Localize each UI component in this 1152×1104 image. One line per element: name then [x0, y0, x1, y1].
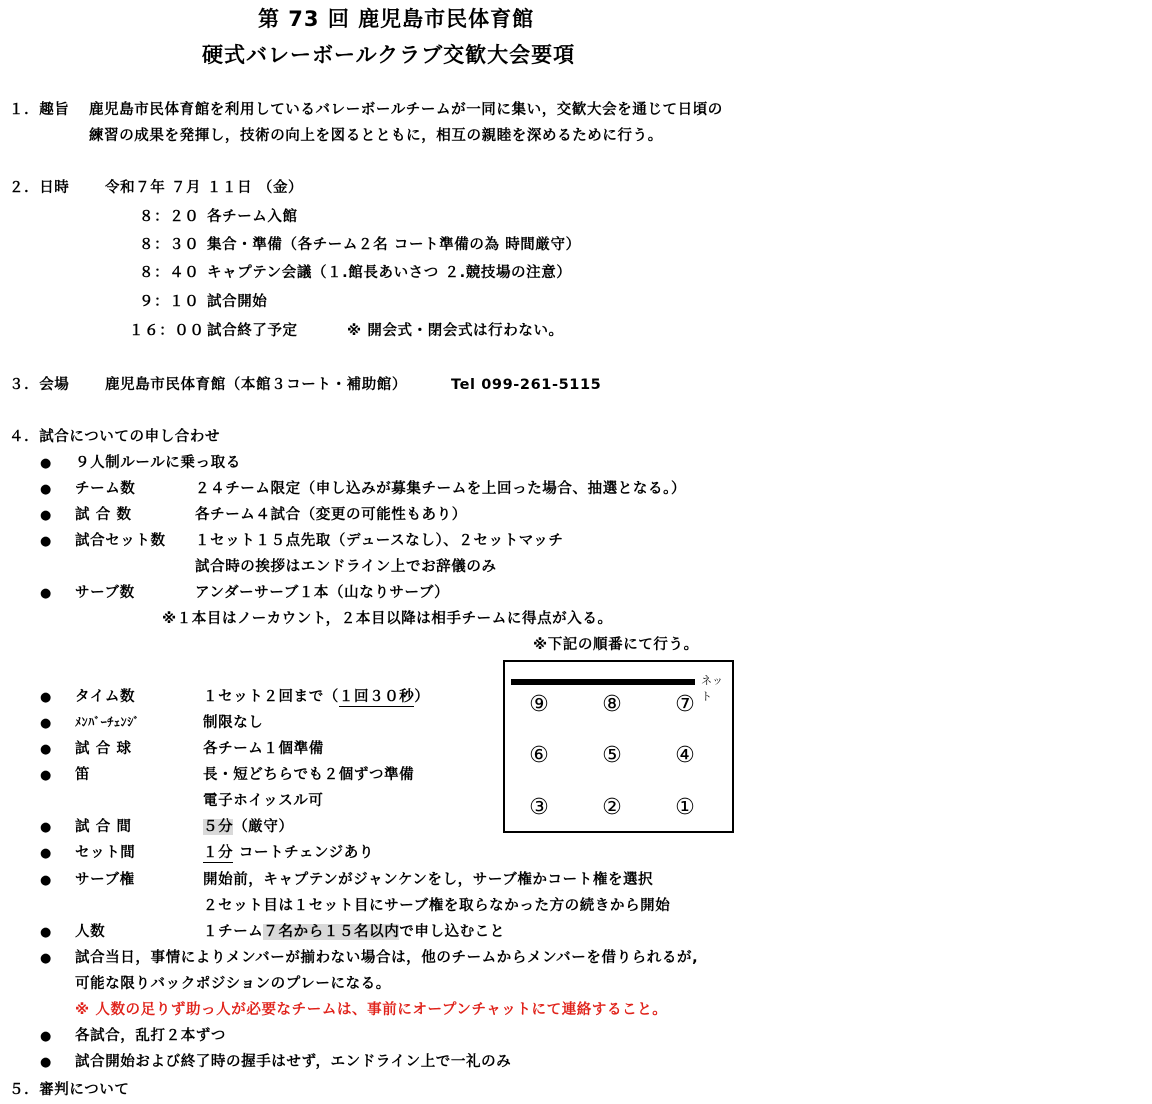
- schedule-time: １６：００: [129, 323, 205, 339]
- bullet: ●: [40, 1029, 52, 1044]
- member-change-value: 制限なし: [203, 715, 264, 731]
- between-value: [203, 820, 294, 835]
- whistle-label: 笛: [75, 767, 91, 783]
- timeout-label: タイム数: [75, 689, 136, 705]
- section3-heading: ３．会場: [9, 377, 70, 393]
- net-line: [511, 679, 695, 685]
- schedule-time: ８：４０: [139, 265, 200, 281]
- serveright-value-2: ２セット目は１セット目にサーブ権を取らなかった方の続きから開始: [203, 898, 671, 914]
- practice-rule: 各試合，乱打２本ずつ: [75, 1028, 226, 1044]
- between-label: 試 合 間: [75, 819, 132, 835]
- bullet: ●: [40, 846, 52, 861]
- people-range: ７名から１５名以内: [263, 924, 400, 940]
- dayof-line2: 可能な限りバックポジションのプレーになる。: [75, 976, 391, 992]
- order-note: ※下記の順番にて行う。: [533, 637, 699, 653]
- member-change-label: ﾒﾝﾊﾞｰﾁｪﾝｼﾞ: [75, 715, 140, 729]
- between-duration: ５分: [203, 819, 234, 835]
- title-line1: 第 73 回 鹿児島市民体育館: [258, 7, 535, 31]
- position-marker: ⑧: [602, 692, 622, 717]
- people-post: で申し込むこと: [399, 924, 506, 940]
- schedule-desc: キャプテン会議（１.館長あいさつ ２.競技場の注意）: [207, 265, 572, 281]
- matches-value: 各チーム４試合（変更の可能性もあり）: [195, 507, 467, 523]
- position-marker: ⑥: [529, 743, 549, 768]
- bullet: ●: [40, 742, 52, 757]
- dayof-line1: 試合当日，事情によりメンバーが揃わない場合は，他のチームからメンバーを借りられるが,: [75, 950, 699, 966]
- bullet: ●: [40, 508, 52, 523]
- between-post: （厳守）: [233, 819, 294, 835]
- ceremony-note: ※ 開会式・閉会式は行わない。: [347, 323, 564, 339]
- bullet: ●: [40, 768, 52, 783]
- ball-value: 各チーム１個準備: [203, 741, 324, 757]
- position-marker: ⑨: [529, 692, 549, 717]
- schedule-time: ８：３０: [139, 237, 200, 253]
- people-value: [203, 925, 505, 940]
- bullet: ●: [40, 586, 52, 601]
- rule-9man: ９人制ルールに乗っ取る: [75, 455, 241, 471]
- serve-note: ※１本目はノーカウント，２本目以降は相手チームに得点が入る。: [162, 611, 613, 627]
- timeout-pre: １セット２回まで（: [203, 689, 339, 705]
- court-diagram: [503, 660, 734, 833]
- position-marker: ⑦: [675, 692, 695, 717]
- section2-heading: ２．日時: [9, 180, 70, 196]
- bullet: ●: [40, 925, 52, 940]
- position-marker: ②: [602, 795, 622, 820]
- section1-heading: １．趣旨: [9, 102, 70, 118]
- serve-value: アンダーサーブ１本（山なりサーブ）: [195, 585, 450, 601]
- timeout-duration: １回３０秒: [338, 689, 415, 705]
- sets-value: １セット１５点先取（デュースなし）、２セットマッチ: [195, 533, 564, 549]
- people-pre: １チーム: [203, 924, 264, 940]
- section1-line1: 鹿児島市民体育館を利用しているバレーボールチームが一同に集い，交歓大会を通じて日頃の: [89, 102, 723, 118]
- timeout-post: ）: [414, 689, 430, 705]
- section1-line2: 練習の成果を発揮し，技術の向上を図るとともに，相互の親睦を深めるために行う。: [89, 128, 663, 144]
- bullet: ●: [40, 716, 52, 731]
- setbreak-label: セット間: [75, 845, 136, 861]
- bullet: ●: [40, 482, 52, 497]
- schedule-desc: 集合・準備（各チーム２名 コート準備の為 時間厳守）: [207, 237, 581, 253]
- handshake-rule: 試合開始および終了時の握手はせず，エンドライン上で一礼のみ: [75, 1054, 512, 1070]
- schedule-time: ８：２０: [139, 209, 200, 225]
- timeout-value: [203, 690, 430, 705]
- venue-tel: Tel 099-261-5115: [451, 377, 602, 393]
- red-note: ※ 人数の足りず助っ人が必要なチームは、事前にオープンチャットにて連絡すること。: [75, 1002, 668, 1018]
- schedule-time: ９：１０: [139, 294, 200, 310]
- sets-value-2: 試合時の挨拶はエンドライン上でお辞儀のみ: [195, 559, 497, 575]
- bullet: ●: [40, 873, 52, 888]
- venue: 鹿児島市民体育館（本館３コート・補助館）: [105, 377, 407, 393]
- schedule-desc: 試合終了予定: [207, 323, 298, 339]
- title-line2: 硬式バレーボールクラブ交歓大会要項: [202, 43, 576, 67]
- setbreak-post: コートチェンジあり: [233, 845, 374, 861]
- bullet: ●: [40, 456, 52, 471]
- whistle-value-2: 電子ホイッスル可: [203, 793, 324, 809]
- schedule-desc: 各チーム入館: [207, 209, 298, 225]
- people-label: 人数: [75, 924, 106, 940]
- serveright-label: サーブ権: [75, 872, 135, 888]
- section4-heading: ４．試合についての申し合わせ: [9, 429, 221, 445]
- bullet: ●: [40, 820, 52, 835]
- serveright-value: 開始前，キャプテンがジャンケンをし，サーブ権かコート権を選択: [203, 872, 654, 888]
- section5-heading: ５．審判について: [9, 1082, 130, 1098]
- event-date: 令和７年 ７月 １１日 （金）: [105, 180, 304, 196]
- position-marker: ④: [675, 743, 695, 768]
- net-label: ネット: [701, 674, 723, 703]
- setbreak-value: [203, 846, 374, 861]
- bullet: ●: [40, 1055, 52, 1070]
- teams-label: チーム数: [75, 481, 136, 497]
- position-marker: ①: [675, 795, 695, 820]
- bullet: ●: [40, 951, 52, 966]
- setbreak-duration: １分: [203, 845, 234, 861]
- ball-label: 試 合 球: [75, 741, 132, 757]
- bullet: ●: [40, 690, 52, 705]
- position-marker: ⑤: [602, 743, 622, 768]
- whistle-value: 長・短どちらでも２個ずつ準備: [203, 767, 415, 783]
- serve-label: サーブ数: [75, 585, 135, 601]
- matches-label: 試 合 数: [75, 507, 132, 523]
- bullet: ●: [40, 534, 52, 549]
- teams-value: ２４チーム限定（申し込みが募集チームを上回った場合、抽選となる。）: [195, 481, 687, 497]
- position-marker: ③: [529, 795, 549, 820]
- sets-label: 試合セット数: [75, 533, 166, 549]
- schedule-desc: 試合開始: [207, 294, 268, 310]
